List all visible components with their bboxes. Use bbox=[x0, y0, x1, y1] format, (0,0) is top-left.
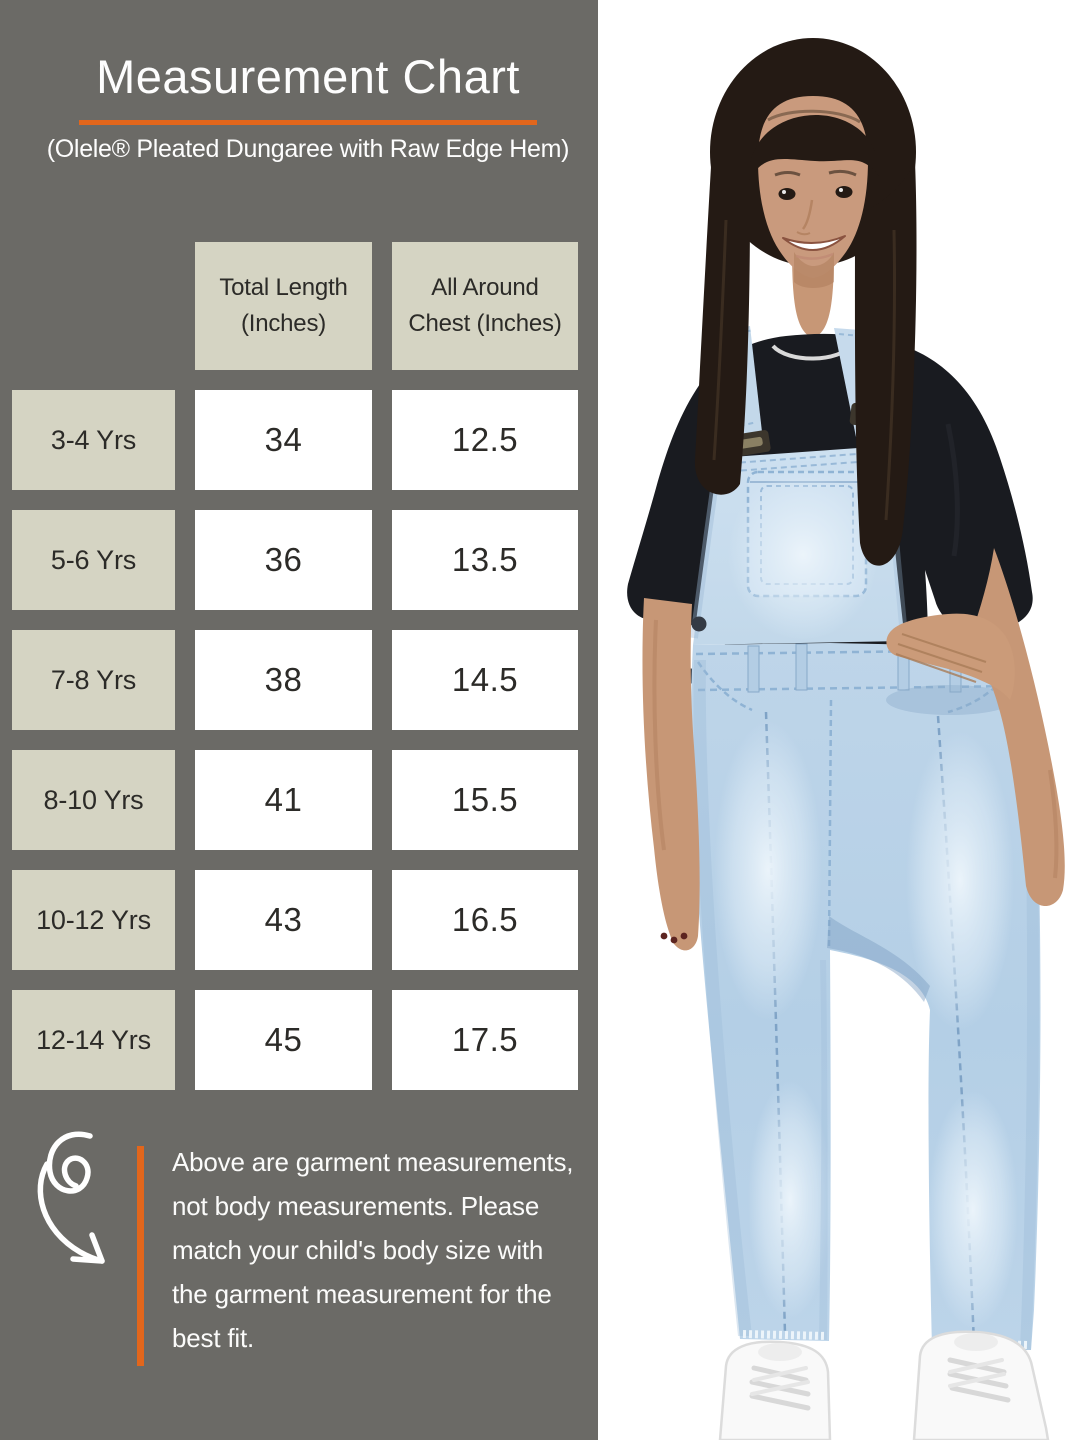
belt-loop bbox=[748, 646, 759, 692]
row-label-age: 12-14 Yrs bbox=[12, 990, 175, 1090]
note-text: Above are garment measurements, not body measurements. Please match your child's body size with the garment measurement for the best fit. bbox=[172, 1147, 574, 1353]
chest-value: 17.5 bbox=[392, 990, 578, 1090]
left-sneaker bbox=[720, 1342, 830, 1440]
chest-value: 12.5 bbox=[392, 390, 578, 490]
row-label-age: 5-6 Yrs bbox=[12, 510, 175, 610]
note-accent-bar bbox=[137, 1146, 144, 1366]
row-label-age: 7-8 Yrs bbox=[12, 630, 175, 730]
model-photo-illustration bbox=[598, 0, 1080, 1440]
chest-value: 13.5 bbox=[392, 510, 578, 610]
total-length-value: 43 bbox=[195, 870, 372, 970]
chest-value: 15.5 bbox=[392, 750, 578, 850]
nail-polish bbox=[671, 937, 678, 944]
nail-polish bbox=[681, 933, 688, 940]
total-length-value: 36 bbox=[195, 510, 372, 610]
belt-loop bbox=[796, 644, 807, 690]
chest-value: 16.5 bbox=[392, 870, 578, 970]
total-length-value: 45 bbox=[195, 990, 372, 1090]
title-underline-accent bbox=[79, 120, 537, 125]
page-subtitle: (Olele® Pleated Dungaree with Raw Edge Hem) bbox=[46, 135, 570, 164]
column-header-total-length: Total Length (Inches) bbox=[195, 242, 372, 370]
total-length-value: 38 bbox=[195, 630, 372, 730]
title-block bbox=[38, 50, 578, 164]
eye bbox=[836, 186, 853, 198]
nail-polish bbox=[661, 933, 668, 940]
size-table bbox=[12, 242, 578, 1090]
row-label-age: 8-10 Yrs bbox=[12, 750, 175, 850]
column-header-chest: All Around Chest (Inches) bbox=[392, 242, 578, 370]
curly-arrow-icon bbox=[26, 1126, 126, 1276]
row-label-age: 3-4 Yrs bbox=[12, 390, 175, 490]
side-button bbox=[692, 617, 707, 632]
page-title: Measurement Chart bbox=[96, 50, 520, 103]
total-length-value: 34 bbox=[195, 390, 372, 490]
row-label-age: 10-12 Yrs bbox=[12, 870, 175, 970]
table-corner-spacer bbox=[12, 242, 175, 370]
product-photo bbox=[598, 0, 1080, 1440]
chest-value: 14.5 bbox=[392, 630, 578, 730]
eye bbox=[779, 188, 796, 200]
total-length-value: 41 bbox=[195, 750, 372, 850]
